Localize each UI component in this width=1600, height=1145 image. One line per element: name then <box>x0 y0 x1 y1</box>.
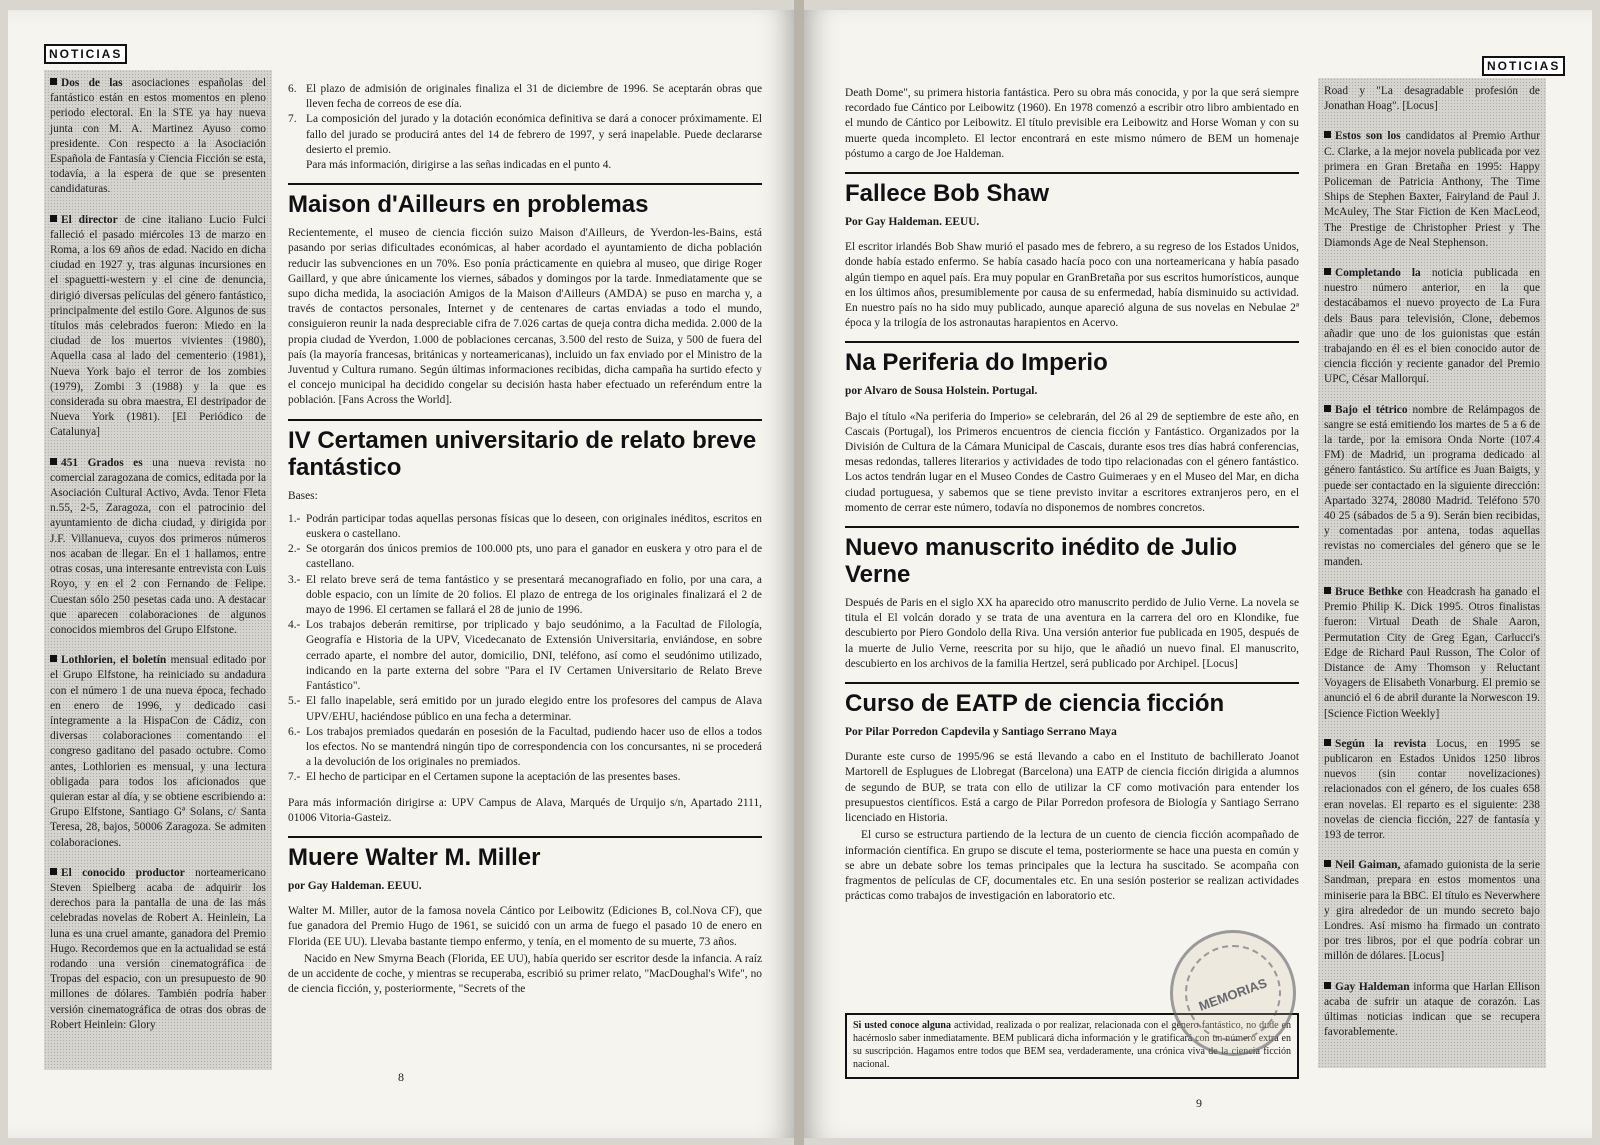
sidebar-item: Dos de las asociaciones españolas del fantástico están en estos momentos en pleno periodo electoral. En la STE ya hay nueva junta con M. A. Martinez Ayuso como presidente. Con respecto a la Asociación Española de Fantasía y Ciencia Ficción se esta, todavía, a la espera de que se presenten candidaturas. <box>50 77 266 196</box>
left-main-column <box>288 82 762 999</box>
list-item: 7.- El hecho de participar en el Certamen supone la aceptación de las presentes bases. <box>288 771 681 784</box>
page-number-right: 9 <box>1196 1096 1202 1110</box>
list-item: 3.- El relato breve será de tema fantástico y se presentará mecanografiado en folio, por una cara, a doble espacio, con un límite de 20 folios. El plazo de entrega de los originales finalizará el 2 de mayo de 1996. El certamen se fallará el 28 de junio de 1996. <box>288 573 762 617</box>
left-news-sidebar <box>44 70 272 1070</box>
article-body: Recientemente, el museo de ciencia ficción suizo Maison d'Ailleurs, de Yverdon-les-Bains, está pasando por serias dificultades económicas, al haber acordado el ayuntamiento de dicha población reducir las subvenciones en un 70%. Eso ponía prácticamente en quiebra al museo, que dirige Roger Gaillard, y que abre únicamente los viernes, sábados y domingos por la tarde. Inmediatamente que se supo dicha medida, la asociación Amigos de la Maison d'Ailleurs (AMDA) se puso en marcha y, a través de contactos personales, Internet y de centenares de cartas enviadas a todo el mundo, consiguieron reunir la nada despreciable cifra de 7.026 cartas de queja contra dicha medida. 2.000 de la propia ciudad de Yverdon, 1.000 de poblaciones cercanas, 3.500 del resto de Suiza, y 500 de fuera del país (la mayoría francesas, británicas y norteamericanas), incluido un fax enviado por el Ministro de la Juventud y Cultura rumano. Según últimas informaciones recibidas, dicha campaña ha surtido efecto y el concejo municipal ha decidido congelar su decisión hasta haber efectuado un referéndum entre la población. [Fans Across the World]. <box>288 227 762 407</box>
list-item: 5.- El fallo inapelable, será emitido por un jurado elegido entre los profesores del campus de Alava UPV/EHU, haciéndose público en una fecha a determinar. <box>288 695 762 723</box>
list-item: 2.- Se otorgarán dos únicos premios de 100.000 pts, uno para el ganador en euskera y otro para el de castellano. <box>288 543 762 571</box>
stamp-text: MEMORIAS <box>1196 975 1269 1014</box>
article-title: IV Certamen universitario de relato breve fantástico <box>288 419 762 481</box>
sidebar-item: Neil Gaiman, afamado guionista de la serie Sandman, prepara en estos momentos una miniserie para la BBC. El título es Neverwhere y gira alrededor de un mundo secreto bajo Londres. Así mismo ha firmado un contrato por tres libros, por el que podría cobrar un millón de dólares. [Locus] <box>1324 859 1541 963</box>
sidebar-item: Según la revista Locus, en 1995 se publicaron en Estados Unidos 1250 libros nuevos (sin contar novelizaciones) relacionados con el género, de los cuales 658 eran novelas. El reparto es el siguiente: 238 novelas de ciencia ficción, 227 de fantasía y 193 de terror. <box>1324 737 1540 841</box>
list-item: 4.- Los trabajos deberán remitirse, por triplicado y bajo seudónimo, a la Facultad de Filología, Geografía e Historia de la UPV, Vicedecanato de Extensión Universitaria, enviándose, en sobre cerrado aparte, el nombre del autor, domicilio, DNI, teléfono, así como el seudónimo utilizado, indicando en la parte externa del sobre "Para el IV Certamen Universitario de Relato Breve Fantástico". <box>288 619 762 693</box>
list-item: 6. El plazo de admisión de originales finaliza el 31 de diciembre de 1996. Se aceptarán obras que lleven fecha de correos de ese día. <box>288 83 762 111</box>
byline: por Gay Haldeman. EEUU. <box>288 879 422 892</box>
sidebar-item: Lothlorien, el boletín mensual editado por el Grupo Elfstone, ha reiniciado su andadura con el número 1 de una nueva época, fechado en enero de 1996, y dedicado casi íntegramente a la HispaCon de Cádiz, con diversas colaboraciones comentando el congreso gaditano del pasado octubre. Como antes, Lothlorien es mensual, y una lectura obligada para todos los aficionados que quieran estar al día, y se obtiene escribiendo a: Grupo Elfstone, Santiago Gª Solans, c/ Santa Teresa, 28, bajos, 50006 Zaragoza. Se admiten colaboraciones. <box>50 654 266 849</box>
paragraph: Bases: <box>288 489 318 502</box>
byline: Por Gay Haldeman. EEUU. <box>845 216 980 229</box>
sidebar-item: 451 Grados es una nueva revista no comercial zaragozana de comics, editada por la Asociación Cultural Activo, Avda. Tenor Fleta n.55, 2-5, Zaragoza, con el patrocinio del ayuntamiento de dicha ciudad, y dirigida por J.F. Villanueva, cuyos dos primeros números nos acaban de llegar. En el 1 hallamos, entre otras cosas, una interesante entrevista con Luis Royo, y en el 2 con Fernando de Felipe. Cuestan sólo 250 pesetas cada uno. A destacar que aparecen colaboraciones de algunos conocidos miembros del Grupo Elfstone. <box>50 456 266 636</box>
sidebar-item: El director de cine italiano Lucio Fulci falleció el pasado miércoles 13 de marzo en Roma, a los 69 años de edad. Nacido en dicha ciudad en 1927 y, tras algunas incursiones en el spaguetti-western y el cine de denuncia, dirigió diversas películas del género fantástico, principalmente del estilo Gore. Algunos de sus títulos más celebrados fueron: Miedo en la ciudad de los muertos vivientes (1980), Aquella casa al lado del cementerio (1981), Nueva York bajo el terror de los zombies (1979), Zombi 3 (1988) y la que es considerada su obra maestra, El destripador de Nueva York (1981). [El Periódico de Catalunya] <box>50 213 266 439</box>
list-item: 1.- Podrán participar todas aquellas personas físicas que lo deseen, con originales inéditos, escritos en euskera o castellano. <box>288 512 762 541</box>
article-title: Curso de EATP de ciencia ficción <box>845 682 1299 717</box>
page-gutter <box>794 0 804 1145</box>
sidebar-item: Estos son los candidatos al Premio Arthur C. Clarke, a la mejor novela publicada por vez primera en Gran Bretaña en 1995: Happy Policeman de Patricia Anthony, The Time Ships de Stephen Baxter, Fairyland de Paul J. McAuley, The Star Fiction de Ken MacLeod, The Prestige de Christopher Priest y The Diamonds Age de Neal Stephenson. <box>1324 130 1541 249</box>
paragraph: Para más información, dirigirse a las señas indicadas en el punto 4. <box>306 159 612 172</box>
sidebar-item: El conocido productor norteamericano Steven Spielberg acaba de adquirir los derechos para la pantalla de una de las más celebradas novelas de Robert A. Heinlein, La luna es una cruel amante, ganadora del Premio Hugo. Recordemos que en la actualidad se está rodando una versión cinematográfica de Tropas del espacio, con un presupuesto de 90 millones de dólares. También podría haber versión cinematográfica de otras dos obras de Robert Heinlein: Glory <box>50 866 267 1031</box>
article-title: Na Periferia do Imperio <box>845 341 1299 376</box>
byline: Por Pilar Porredon Capdevila y Santiago Serrano Maya <box>845 726 1117 739</box>
article-title: Fallece Bob Shaw <box>845 172 1299 207</box>
contribution-notice-box: Si usted conoce alguna actividad, realizada o por realizar, relacionada con el género fantástico, no dude en hacérnoslo saber inmediatamente. BEM publicará dicha información y le gratificará con un número extra en su suscripción. Hagamos entre todos que BEM sea, verdaderamente, una crónica viva de la ciencia ficción nacional. <box>845 1013 1299 1079</box>
sidebar-item: Gay Haldeman informa que Harlan Ellison acaba de sufrir un ataque de corazón. Las últimas noticias indican que se recupera favorablemente. <box>1324 980 1540 1039</box>
article-body: Después de Paris en el siglo XX ha aparecido otro manuscrito perdido de Julio Verne. La novela se titula el El volcán dorado y se trata de una aventura en la carrera del oro en Klondike, fue descubierto por Piero Gondolo della Riva. Una versión anterior fue publicada en 1905, después de la muerte de Julio Verne, reescrita por su hijo, que le añadió un nuevo final. El manuscrito, descubierto en los archivos de la familia Hertzel, será publicado por Archipel. [Locus] <box>845 597 1299 670</box>
sidebar-item: Bajo el tétrico nombre de Relámpagos de sangre se está emitiendo los martes de 5 a 6 de la tarde, por la emisora Onda Norte (107.4 FM) de Madrid, un programa dedicado al género fantástico. Su artífice es Juan Baigts, y puede ser contactado en la siguiente dirección: Apartado 3274, 28080 Madrid. Teléfono 570 40 25 (sábados de 5 a 9). Serán bien recibidas, y comentadas por antena, todas aquellas revistas no comerciales del género que se le manden. <box>1324 403 1541 568</box>
right-main-column <box>845 86 1299 906</box>
article-body: Durante este curso de 1995/96 se está llevando a cabo en el Instituto de bachillerato Joanot Martorell de Esplugues de Llobregat (Barcelona) una EATP de ciencia ficción dirigida a alumnos de segundo de BUP, se trata con ello de utilizar la CF como motivación para entender los presupuestos científicos. Está a cargo de Pilar Porredon profesora de Biología y Santiago Serrano licenciado en Historia. <box>845 751 1299 825</box>
section-badge-right: NOTICIAS <box>1482 56 1565 76</box>
list-item: 6.- Los trabajos premiados quedarán en posesión de la Facultad, pudiendo hacer uso de ellos a todos los efectos. No se mantendrá ningún tipo de correspondencia con los concursantes, ni se procederá a la devolución de los originales no premiados. <box>288 725 762 769</box>
article-body: El escritor irlandés Bob Shaw murió el pasado mes de febrero, a su regreso de los Estados Unidos, donde había estado enfermo. Se había casado hacía poco con una norteamericana y había pasado algún tiempo en aquel país. Era muy popular en GranBretaña por sus escritos humorísticos, aunque en los últimos años, presumiblemente por causa de su enfermedad, había disminuido su actividad. En nuestro país no ha sido muy publicado, aunque apareció alguna de sus novelas en Nebulae 2ª época y la trilogía de los astronautas harapientos en Acervo. <box>845 241 1299 330</box>
article-body: Bajo el título «Na periferia do Imperio» se celebrarán, del 26 al 29 de septiembre de este año, en Cascais (Portugal), los Primeros encuentros de ciencia ficción y Fantástico. Organizados por la División de Cultura de la Cámara Municipal de Cascais, durante esos tres días habrá conferencias, mesas redondas, talleres literarios y actividades de todo tipo relacionadas con el género fantástico. Los actos tendrán lugar en el Museo Condes de Castro Guimeraes y en el Museo del Mar, en dicha ciudad portuguesa, y sabemos que se tiene previsto invitar a escritores extranjeros pero, en el momento de cerrar este número, todavía no disponemos de nombres concretos. <box>845 410 1299 514</box>
sidebar-item: Bruce Bethke con Headcrash ha ganado el Premio Philip K. Dick 1995. Otros finalistas fueron: Virtual Death de Shale Aaron, Permutation City de Greg Egan, Carlucci's Edge de Richard Paul Russon, The Color of Distance de Amy Thomson y Reluctant Voyagers de Elisabeth Vonarburg. El premio se anunció el 6 de abril durante la Norwescon 19. [Science Fiction Weekly] <box>1324 585 1540 720</box>
section-badge-left: NOTICIAS <box>44 44 127 64</box>
article-body: Death Dome", su primera historia fantástica. Pero su obra más conocida, y por la que será siempre recordado fue Cántico por Leibowitz (1960). En 1978 comenzó a escribir otro libro ambientado en el mundo de Cántico por Leibowitz. El título previsible era Leibowitz and Horse Woman y con su muerte queda incompleto. El lector encontrará en este mismo número de BEM un homenaje póstumo a cargo de Joe Haldeman. <box>845 87 1299 160</box>
library-stamp <box>1170 930 1296 1056</box>
article-title: Maison d'Ailleurs en problemas <box>288 183 762 218</box>
sidebar-item: Road y "La desagradable profesión de Jonathan Hoag". [Locus] <box>1324 85 1540 113</box>
article-body: Nacido en New Smyrna Beach (Florida, EE UU), había querido ser escritor desde la infancia. A raíz de un accidente de coche, y mientras se recuperaba, escribió su primer relato, "MacDoughal's Wife", no de ciencia ficción, y, posteriormente, "Secrets of the <box>288 952 762 996</box>
right-news-sidebar <box>1318 78 1546 1068</box>
article-body: El curso se estructura partiendo de la lectura de un cuento de ciencia ficción acompañado de información científica. En grupo se discute el tema, posteriormente se hace una puesta en común y se abre un debate sobre los temas principales que la lectura ha suscitado. Se acompaña con fragmentos de películas de CF, documentales etc. En una sesión posterior se realizan actividades prácticas como trabajos de investigación en laboratorio etc. <box>845 829 1299 903</box>
list-item: 7. La composición del jurado y la dotación económica definitiva se dará a conocer próximamente. El fallo del jurado se producirá antes del 14 de febrero de 1997, y será inapelable. Puede declararse desierto el premio. <box>288 113 762 156</box>
byline: por Alvaro de Sousa Holstein. Portugal. <box>845 385 1038 398</box>
sidebar-item: Completando la noticia publicada en nuestro número anterior, en la que destacábamos el nuevo proyecto de La Fura dels Baus para televisión, Clone, debemos añadir que uno de los guionistas que están trabajando en él es el bien conocido autor de ciencia ficción y reciente ganador del Premio UPC, César Mallorquí. <box>1324 267 1540 386</box>
paragraph: Para más información dirigirse a: UPV Campus de Alava, Marqués de Urquijo s/n, Apartado 2111, 01006 Vitoria-Gasteiz. <box>288 796 762 824</box>
article-title: Muere Walter M. Miller <box>288 836 762 871</box>
article-title: Nuevo manuscrito inédito de Julio Verne <box>845 526 1299 588</box>
page-number-left: 8 <box>398 1070 404 1084</box>
article-body: Walter M. Miller, autor de la famosa novela Cántico por Leibowitz (Ediciones B, col.Nova CF), que fue ganadora del Premio Hugo de 1961, se suicidó con un arma de fuego el pasado 10 de enero en Florida (EE UU). Llevaba bastante tiempo enfermo, y tenía, en el momento de su muerte, 73 años. <box>288 905 762 948</box>
